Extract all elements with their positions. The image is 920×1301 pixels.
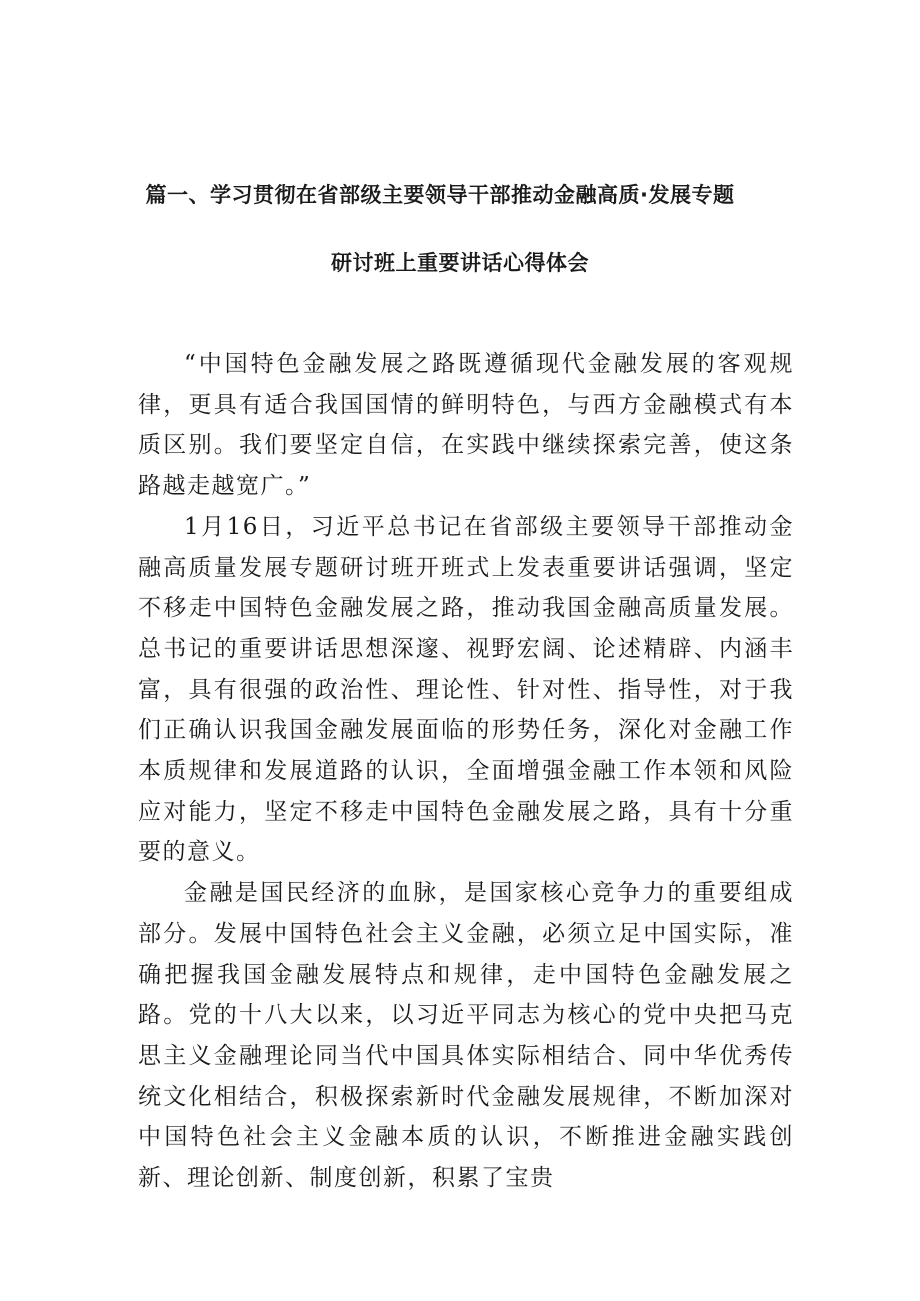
document-body [138,344,794,1199]
document-title-line-2: 研讨班上重要讲话心得体会 [331,251,589,275]
paragraph-quote: “中国特色金融发展之路既遵循现代金融发展的客观规律，更具有适合我国国情的鲜明特色，与西方金融模式有本质区别。我们要坚定自信，在实践中继续探索完善，使这条路越走越宽广。” [138,351,794,500]
paragraph-speech-summary: 1月16日，习近平总书记在省部级主要领导干部推动金融高质量发展专题研讨班开班式上发表重要讲话强调，坚定不移走中国特色金融发展之路，推动我国金融高质量发展。总书记的重要讲话思想深邃、视野宏阔、论述精辟、内涵丰富，具有很强的政治性、理论性、针对性、指导性，对于我们正确认识我国金融发展面临的形势任务，深化对金融工作本质规律和发展道路的认识，全面增强金融工作本领和风险应对能力，坚定不移走中国特色金融发展之路，具有十分重要的意义。 [138,513,794,866]
document-title-line-1: 篇一、学习贯彻在省部级主要领导干部推动金融高质·发展专题 [145,183,735,207]
paragraph-finance-importance: 金融是国民经济的血脉，是国家核心竞争力的重要组成部分。发展中国特色社会主义金融，必须立足中国实际，准确把握我国金融发展特点和规律，走中国特色金融发展之路。党的十八大以来，以习近平同志为核心的党中央把马克思主义金融理论同当代中国具体实际相结合、同中华优秀传统文化相结合，积极探索新时代金融发展规律，不断加深对中国特色社会主义金融本质的认识，不断推进金融实践创新、理论创新、制度创新，积累了宝贵 [138,880,794,1192]
